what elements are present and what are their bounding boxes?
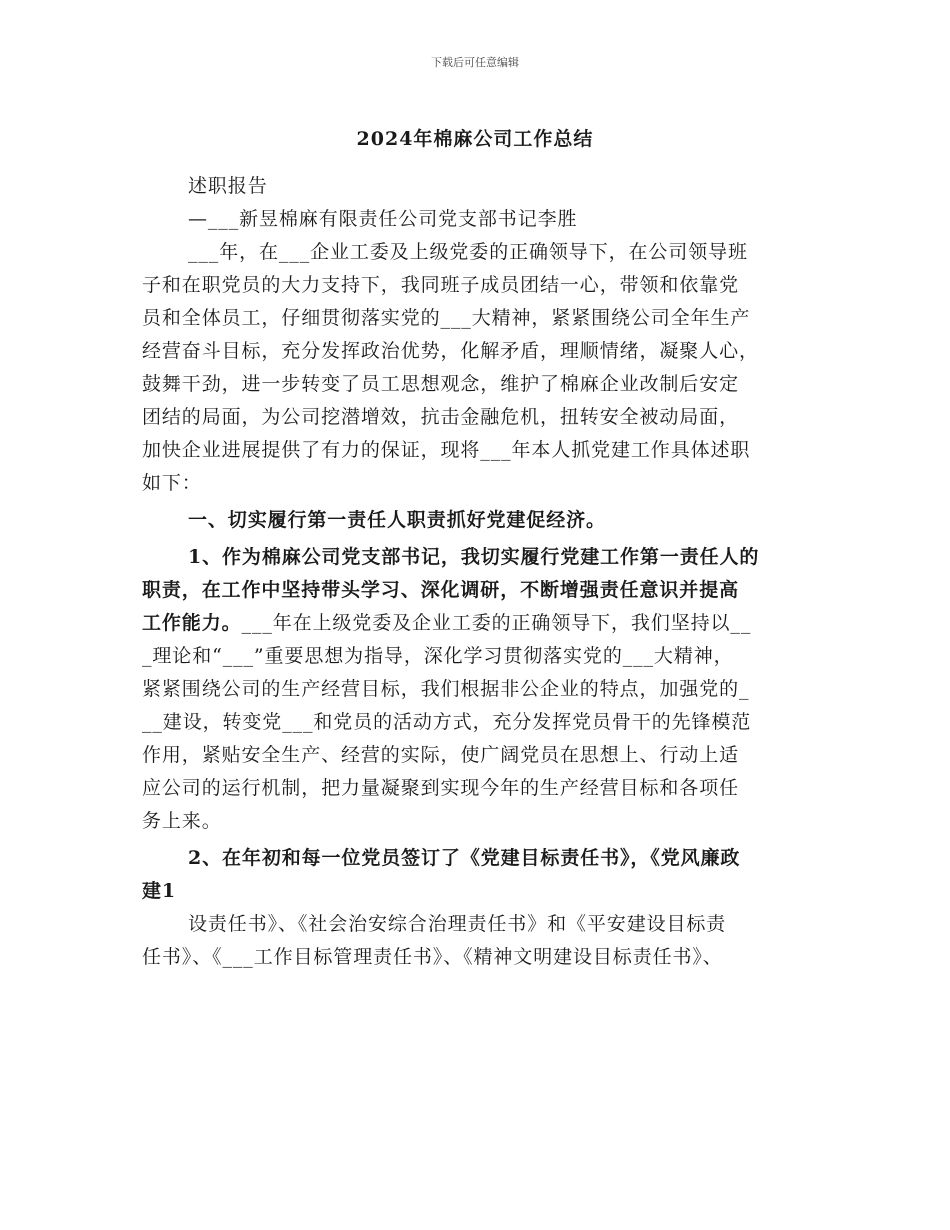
text-line: 鼓舞干劲，进一步转变了员工思想观念，维护了棉麻企业改制后安定 [142, 373, 740, 395]
text-line: 职责，在工作中坚持带头学习、深化调研，不断增强责任意识并提高 [142, 579, 740, 601]
text-line: 一、切实履行第一责任人职责抓好党建促经济。 [188, 509, 606, 531]
text-line: 如下： [142, 472, 202, 494]
text-line: __建设，转变党___和党员的活动方式，充分发挥党员骨干的先锋模范 [142, 711, 752, 733]
text-line: 紧紧围绕公司的生产经营目标，我们根据非公企业的特点，加强党的_ [142, 678, 750, 700]
text-line: 团结的局面，为公司挖潜增效，抗击金融危机，扭转安全被动局面， [142, 406, 740, 428]
document-title: 2024年棉麻公司工作总结 [356, 128, 594, 150]
text-line: 述职报告 [188, 175, 268, 197]
text-line: _理论和“___”重要思想为指导，深化学习贯彻落实党的___大精神， [142, 645, 734, 667]
text-line: 员和全体员工，仔细贯彻落实党的___大精神，紧紧围绕公司全年生产 [142, 307, 751, 329]
text-line: 2、在年初和每一位党员签订了《党建目标责任书》，《党风廉政 [188, 847, 741, 869]
document-body [142, 170, 818, 974]
text-line: 子和在职党员的大力支持下，我同班子成员团结一心，带领和依靠党 [142, 274, 740, 296]
text-line: 作用，紧贴安全生产、经营的实际，使广阔党员在思想上、行动上适 [142, 744, 740, 766]
text-line: 应公司的运行机制，把力量凝聚到实现今年的生产经营目标和各项任 [142, 777, 740, 799]
text-line: 工作能力。___年在上级党委及企业工委的正确领导下，我们坚持以__ [142, 612, 752, 634]
text-line: 经营奋斗目标，充分发挥政治优势，化解矛盾，理顺情绪，凝聚人心， [142, 340, 759, 362]
text-line: 1、作为棉麻公司党支部书记，我切实履行党建工作第一责任人的 [188, 546, 760, 568]
text-line: 任书》、《___工作目标管理责任书》、《精神文明建设目标责任书》、 [142, 946, 723, 968]
text-line: 加快企业进展提供了有力的保证，现将___年本人抓党建工作具体述职 [142, 439, 751, 461]
header-note: 下载后可任意编辑 [431, 56, 519, 69]
text-line: 务上来。 [142, 810, 222, 832]
text-line: 建1 [142, 880, 177, 902]
text-line: —___新昱棉麻有限责任公司党支部书记李胜 [188, 208, 578, 230]
text-line: ___年，在___企业工委及上级党委的正确领导下，在公司领导班 [188, 241, 748, 263]
text-line: 设责任书》、《社会治安综合治理责任书》和《平安建设目标责 [188, 913, 727, 935]
